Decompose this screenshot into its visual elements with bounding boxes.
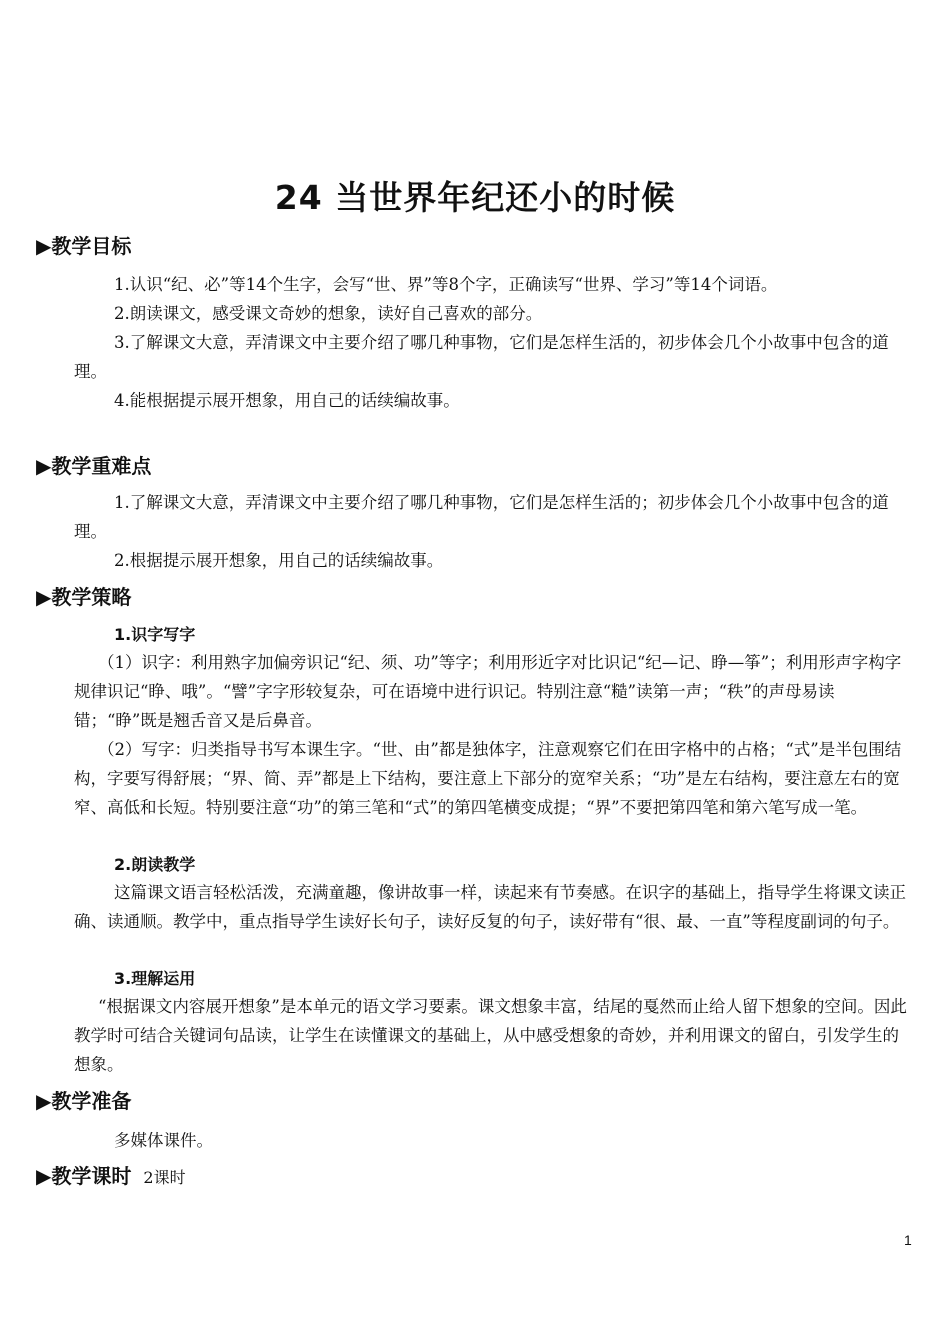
goal-item: 3.了解课文大意，弄清课文中主要介绍了哪几种事物，它们是怎样生活的，初步体会几个小故事中包含的道理。 (74, 333, 889, 381)
goal-item: 1.认识“纪、必”等14个生字，会写“世、界”等8个字，正确读写“世界、学习”等14个词语。 (114, 275, 778, 294)
difficulty-item: 2.根据提示展开想象，用自己的话续编故事。 (114, 551, 444, 570)
goal-item: 2.朗读课文，感受课文奇妙的想象，读好自己喜欢的部分。 (114, 304, 543, 323)
strategy-sub-title: 2.朗读教学 (114, 855, 196, 874)
strategy-sub-title: 1.识字写字 (114, 625, 196, 644)
strategy-literacy (74, 648, 914, 822)
goal-item: 4.能根据提示展开想象，用自己的话续编故事。 (114, 391, 460, 410)
section-heading-preparation: ▶教学准备 (36, 1089, 132, 1113)
page-number: 1 (904, 1232, 912, 1248)
periods-heading-label: ▶教学课时 (36, 1164, 132, 1188)
section-heading-periods (36, 1162, 186, 1192)
periods-value: 2课时 (143, 1168, 186, 1187)
section-heading-difficulties: ▶教学重难点 (36, 454, 152, 478)
strategy-paragraph: （1）识字：利用熟字加偏旁识记“纪、须、功”等字；利用形近字对比识记“纪—记、睁—筝”；利用形声字构字规律识记“睁、哦”。“譬”字字形较复杂，可在语境中进行识记。特别注意“糙”读第一声；“秩”的声母易读错；“睁”既是翘舌音又是后鼻音。 (74, 653, 902, 730)
strategy-paragraph: 这篇课文语言轻松活泼，充满童趣，像讲故事一样，读起来有节奏感。在识字的基础上，指导学生将课文读正确、读通顺。教学中，重点指导学生读好长句子，读好反复的句子，读好带有“很、最、一直”等程度副词的句子。 (74, 883, 906, 931)
difficulties-list (74, 488, 914, 575)
section-heading-goals: ▶教学目标 (36, 234, 132, 258)
strategy-reading (74, 878, 914, 936)
strategy-application (74, 992, 914, 1079)
page-title: 24 当世界年纪还小的时候 (274, 178, 676, 217)
goals-list (74, 270, 914, 415)
section-heading-strategy: ▶教学策略 (36, 585, 132, 609)
strategy-paragraph: “根据课文内容展开想象”是本单元的语文学习要素。课文想象丰富，结尾的戛然而止给人留下想象的空间。因此教学时可结合关键词句品读，让学生在读懂课文的基础上，从中感受想象的奇妙，并利用课文的留白，引发学生的想象。 (74, 997, 907, 1074)
preparation-text-block (74, 1126, 914, 1155)
strategy-paragraph: （2）写字：归类指导书写本课生字。“世、由”都是独体字，注意观察它们在田字格中的占格；“式”是半包围结构，字要写得舒展；“界、简、弄”都是上下结构，要注意上下部分的宽窄关系；“功”是左右结构，要注意左右的宽窄、高低和长短。特别要注意“功”的第三笔和“式”的第四笔横变成提；“界”不要把第四笔和第六笔写成一笔。 (74, 740, 902, 817)
preparation-text: 多媒体课件。 (114, 1131, 213, 1150)
difficulty-item: 1.了解课文大意，弄清课文中主要介绍了哪几种事物，它们是怎样生活的；初步体会几个小故事中包含的道理。 (74, 493, 889, 541)
strategy-sub-title: 3.理解运用 (114, 969, 196, 988)
